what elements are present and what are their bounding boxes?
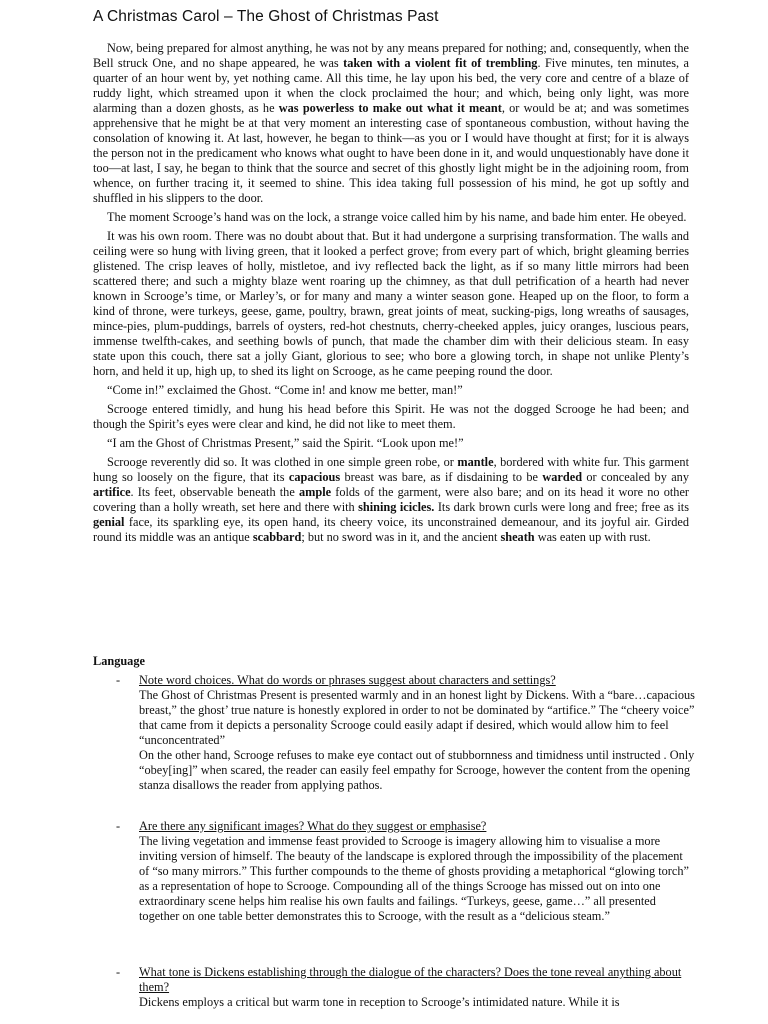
text-run: , or would be at; and was sometimes apprehensive that he might be at that very moment an interesting case of spontaneous combustion, without having the consolation of knowing it. At last, however, he began to think—as you or I would have thought at first; for it is always the person not in the predicament who knows what ought to have been done in it, and would unquestionably have done it too—at last, I say, he began to think that the source and secret of this ghostly light might be in the adjoining room, from whence, on further tracing it, it seemed to shine. This idea taking full possession of his mind, he got up softly and shuffled in his slippers to the door. xyxy=(93,101,689,205)
answer-text xyxy=(139,834,695,924)
question-text: Note word choices. What do words or phrases suggest about characters and settings? xyxy=(139,673,556,687)
bold-phrase: capacious xyxy=(288,470,341,484)
bullet-dash: - xyxy=(116,673,121,687)
passage-text xyxy=(93,41,689,545)
text-run: The moment Scrooge’s hand was on the lock, a strange voice called him by his name, and bade him enter. He obeyed. xyxy=(107,210,687,224)
bold-phrase: shining icicles. xyxy=(358,500,435,514)
text-run: folds of the garment, were also bare; and on its head it wore no other covering than a holly wreath, set here and there with xyxy=(93,485,689,514)
text-run: “I am the Ghost of Christmas Present,” said the Spirit. “Look upon me!” xyxy=(107,436,464,450)
passage-paragraph xyxy=(93,436,689,451)
bold-phrase: artifice xyxy=(93,485,131,499)
document-title: A Christmas Carol – The Ghost of Christmas Past xyxy=(93,8,439,25)
passage-paragraph xyxy=(93,383,689,398)
question-block xyxy=(93,819,695,924)
bullet-dash: - xyxy=(116,819,121,833)
bold-phrase: sheath xyxy=(500,530,535,544)
passage-paragraph xyxy=(93,210,689,225)
text-run: Scrooge entered timidly, and hung his head before this Spirit. He was not the dogged Scrooge he had been; and though the Spirit’s eyes were clear and kind, he did not like to meet them. xyxy=(93,402,689,431)
answer-text xyxy=(139,688,695,793)
text-run: Scrooge reverently did so. It was clothed in one simple green robe, or xyxy=(107,455,458,469)
bold-phrase: ample xyxy=(298,485,332,499)
answer-paragraph: The living vegetation and immense feast provided to Scrooge is imagery allowing him to visualise a more inviting version of himself. The beauty of the landscape is explored through the impossibility of the placement of “so many mirrors.” This further compounds to the theme of ghosts providing a metaphorical “glowing torch” as a representation of hope to Scrooge. Compounding all of the things Scrooge has missed out on into one extraordinary scene helps him realise his own faults and failings. “Turkeys, geese, game…” all presented together on one table better demonstrates this to Scrooge, with the result as a “delicious steam.” xyxy=(139,834,689,923)
bold-phrase: scabbard xyxy=(252,530,302,544)
question-block xyxy=(93,673,695,793)
text-run: . Five minutes, ten minutes, a quarter of an hour went by, yet nothing came. All this time, he lay upon his bed, the very core and centre of a blaze of ruddy light, which streamed upon it when the clock proclaimed the hour; and which, being only light, was more alarming than a dozen ghosts, as he xyxy=(93,56,689,115)
bullet-dash: - xyxy=(116,965,121,979)
text-run: breast was bare, as if disdaining to be xyxy=(340,470,543,484)
text-run: Now, being prepared for almost anything, he was not by any means prepared for nothing; and, consequently, when the Bell struck One, and no shape appeared, he was xyxy=(93,41,689,70)
text-run: . Its feet, observable beneath the xyxy=(130,485,299,499)
bold-phrase: was powerless to make out what it meant xyxy=(278,101,502,115)
bold-phrase: taken with a violent fit of trembling xyxy=(343,56,538,70)
answer-paragraph: On the other hand, Scrooge refuses to make eye contact out of stubbornness and timidness until instructed . Only “obey[ing]” when scared, the reader can easily feel empathy for Scrooge, however the content from the opening stanza disallows the reader from applying pathos. xyxy=(139,748,695,792)
text-run: “Come in!” exclaimed the Ghost. “Come in! and know me better, man!” xyxy=(107,383,463,397)
question-text: Are there any significant images? What do they suggest or emphasise? xyxy=(139,819,487,833)
text-run: Its dark brown curls were long and free; free as its xyxy=(434,500,689,514)
passage-paragraph xyxy=(93,229,689,379)
passage-paragraph xyxy=(93,455,689,545)
passage-paragraph xyxy=(93,41,689,206)
language-heading: Language xyxy=(93,654,145,668)
bold-phrase: genial xyxy=(93,515,125,529)
question-text: What tone is Dickens establishing through the dialogue of the characters? Does the tone reveal anything about them? xyxy=(139,965,682,994)
bold-phrase: mantle xyxy=(457,455,494,469)
question-block xyxy=(93,965,695,1010)
answer-text xyxy=(139,995,695,1010)
text-run: face, its sparkling eye, its open hand, its cheery voice, its unconstrained demeanour, and its joyful air. Girded round its middle was an antique xyxy=(93,515,689,544)
answer-paragraph: The Ghost of Christmas Present is presented warmly and in an honest light by Dickens. With a “bare…capacious breast,” the ghost’ true nature is honestly explored in order to not be dominated by “artifice.” The “cheery voice” that came from it depicts a personality Scrooge could easily adapt if desired, which would allow him to feel “unconcentrated” xyxy=(139,688,695,747)
text-run: ; but no sword was in it, and the ancient xyxy=(301,530,501,544)
bold-phrase: warded xyxy=(542,470,583,484)
passage-paragraph xyxy=(93,402,689,432)
text-run: or concealed by any xyxy=(582,470,689,484)
text-run: , bordered with white fur. This garment hung so loosely on the figure, that its xyxy=(93,455,689,484)
text-run: It was his own room. There was no doubt about that. But it had undergone a surprising transformation. The walls and ceiling were so hung with living green, that it looked a perfect grove; from every part of which, bright gleaming berries glistened. The crisp leaves of holly, mistletoe, and ivy reflected back the light, as if so many little mirrors had been scattered there; and such a mighty blaze went roaring up the chimney, as that dull petrification of a hearth had never known in Scrooge’s time, or Marley’s, or for many and many a winter season gone. Heaped up on the floor, to form a kind of throne, were turkeys, geese, game, poultry, brawn, great joints of meat, sucking-pigs, long wreaths of sausages, mince-pies, plum-puddings, barrels of oysters, red-hot chestnuts, cherry-cheeked apples, juicy oranges, luscious pears, immense twelfth-cakes, and seething bowls of punch, that made the chamber dim with their delicious steam. In easy state upon this couch, there sat a jolly Giant, glorious to see; who bore a glowing torch, in shape not unlike Plenty’s horn, and held it up, high up, to shed its light on Scrooge, as he came peeping round the door. xyxy=(93,229,689,378)
answer-paragraph: Dickens employs a critical but warm tone in reception to Scrooge’s intimidated nature. While it is xyxy=(139,995,620,1009)
text-run: was eaten up with rust. xyxy=(534,530,651,544)
